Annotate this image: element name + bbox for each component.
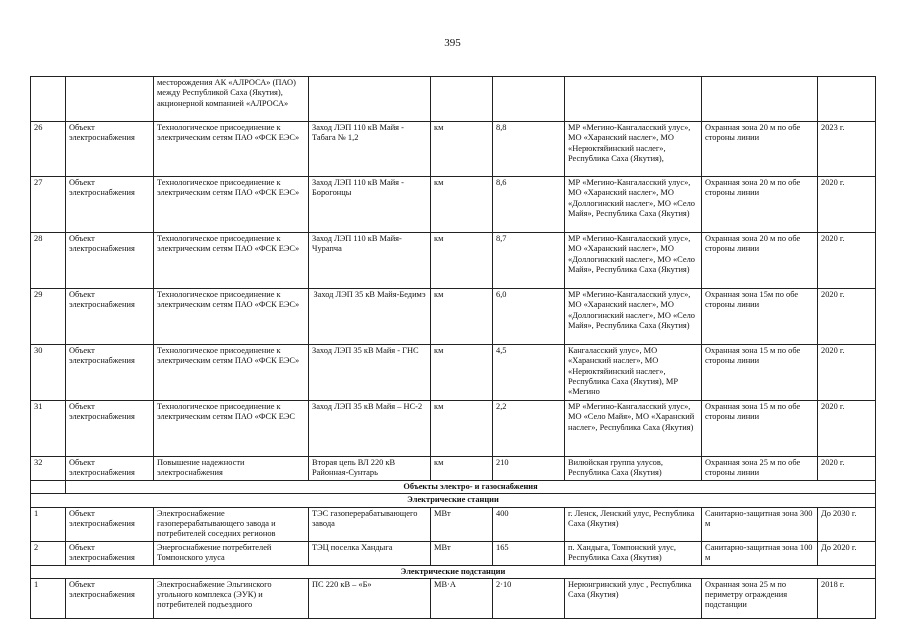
- cell-unit: МВ·А: [431, 578, 493, 618]
- table-row-continuation: [31, 77, 876, 122]
- cell-purpose: Технологическое присоединение к электрическим сетям ПАО «ФСК ЕЭС»: [154, 233, 309, 289]
- cell-type: Объект электроснабжения: [66, 457, 154, 481]
- table-row: [31, 345, 876, 401]
- cell-location: Нерюнгринский улус , Республика Саха (Якутия): [565, 578, 702, 618]
- cell-purpose: Технологическое присоединение к электрическим сетям ПАО «ФСК ЕЭС: [154, 401, 309, 457]
- cell-type: Объект электроснабжения: [66, 345, 154, 401]
- cell-value: 2·10: [493, 578, 565, 618]
- cell-num: 2: [31, 541, 66, 565]
- cell-value: [493, 77, 565, 122]
- cell-unit: км: [431, 122, 493, 177]
- cell-value: 8,6: [493, 177, 565, 233]
- cell-location: МР «Мегино-Кангаласский улус», МО «Харанский наслег», МО «Доллогинский наслег», МО «Село Майя», Республика Саха (Якутия): [565, 177, 702, 233]
- cell-unit: км: [431, 457, 493, 481]
- cell-term: 2020 г.: [818, 289, 876, 345]
- cell-purpose: Энергоснабжение потребителей Томпонского улуса: [154, 541, 309, 565]
- section-row: [31, 481, 876, 494]
- cell-unit: МВт: [431, 507, 493, 541]
- section-heading: Электрические подстанции: [31, 565, 876, 578]
- section-heading: Объекты электро- и газоснабжения: [66, 481, 876, 494]
- cell-type: Объект электроснабжения: [66, 177, 154, 233]
- page-number: 395: [444, 37, 461, 49]
- cell-term: 2020 г.: [818, 177, 876, 233]
- table-row: [31, 541, 876, 565]
- cell-term: 2018 г.: [818, 578, 876, 618]
- cell-location: Вилюйская группа улусов, Республика Саха (Якутия): [565, 457, 702, 481]
- cell-name: Заход ЛЭП 110 кВ Майя - Борогонцы: [309, 177, 431, 233]
- cell-type: Объект электроснабжения: [66, 541, 154, 565]
- document-table: [30, 76, 876, 619]
- cell-type: Объект электроснабжения: [66, 233, 154, 289]
- cell-num: 30: [31, 345, 66, 401]
- cell-type: Объект электроснабжения: [66, 578, 154, 618]
- cell-value: 400: [493, 507, 565, 541]
- cell-zone: Охранная зона 25 м по обе стороны линии: [702, 457, 818, 481]
- cell-zone: Санитарно-защитная зона 300 м: [702, 507, 818, 541]
- cell-name: Заход ЛЭП 35 кВ Майя-Бедимэ: [309, 289, 431, 345]
- cell-purpose: Повышение надежности электроснабжения: [154, 457, 309, 481]
- cell-name: ПС 220 кВ – «Б»: [309, 578, 431, 618]
- cell-name: Вторая цепь ВЛ 220 кВ Районная-Сунтарь: [309, 457, 431, 481]
- cell-location: Кангаласский улус», МО «Харанский наслег», МО «Нерюктяйинский наслег», Республика Саха (Якутия), МР «Мегино: [565, 345, 702, 401]
- cell-term: 2020 г.: [818, 345, 876, 401]
- cell-purpose: Технологическое присоединение к электрическим сетям ПАО «ФСК ЕЭС»: [154, 289, 309, 345]
- cell-location: МР «Мегино-Кангаласский улус», МО «Харанский наслег», МО «Нерюктяйинский наслег», Республика Саха (Якутия),: [565, 122, 702, 177]
- cell-term: 2023 г.: [818, 122, 876, 177]
- cell-zone: Охранная зона 15м по обе стороны линии: [702, 289, 818, 345]
- cell-term: До 2020 г.: [818, 541, 876, 565]
- cell-num: 1: [31, 507, 66, 541]
- cell-purpose: Технологическое присоединение к электрическим сетям ПАО «ФСК ЕЭС»: [154, 177, 309, 233]
- cell-name: Заход ЛЭП 35 кВ Майя – НС-2: [309, 401, 431, 457]
- cell-location: п. Хандыга, Томпонский улус, Республика Саха (Якутия): [565, 541, 702, 565]
- cell-num: 27: [31, 177, 66, 233]
- cell-location: МР «Мегино-Кангаласский улус», МО «Село Майя», МО «Харанский наслег», Республика Саха (Якутия): [565, 401, 702, 457]
- cell-num: 26: [31, 122, 66, 177]
- cell-purpose: Электроснабжение Эльгинского угольного комплекса (ЭУК) и потребителей подъездного: [154, 578, 309, 618]
- cell-type: Объект электроснабжения: [66, 289, 154, 345]
- cell-num: 1: [31, 578, 66, 618]
- cell-zone: Охранная зона 20 м по обе стороны линии: [702, 122, 818, 177]
- table-row: [31, 401, 876, 457]
- cell-num: 32: [31, 457, 66, 481]
- cell-unit: км: [431, 177, 493, 233]
- section-row: [31, 494, 876, 507]
- cell-name: ТЭС газоперерабатывающего завода: [309, 507, 431, 541]
- cell-zone: Охранная зона 20 м по обе стороны линии: [702, 177, 818, 233]
- cell-zone: Санитарно-защитная зона 100 м: [702, 541, 818, 565]
- cell-purpose: Технологическое присоединение к электрическим сетям ПАО «ФСК ЕЭС»: [154, 345, 309, 401]
- cell-type: [66, 77, 154, 122]
- table-row: [31, 233, 876, 289]
- cell-purpose: месторождения АК «АЛРОСА» (ПАО) между Республикой Саха (Якутия), акционерной компанией «АЛРОСА»: [154, 77, 309, 122]
- cell-term: 2020 г.: [818, 233, 876, 289]
- section-heading: Электрические станции: [31, 494, 876, 507]
- cell-name: ТЭЦ поселка Хандыга: [309, 541, 431, 565]
- cell-name: Заход ЛЭП 35 кВ Майя - ГНС: [309, 345, 431, 401]
- cell-term: 2020 г.: [818, 457, 876, 481]
- cell-location: [565, 77, 702, 122]
- table-row: [31, 122, 876, 177]
- cell-value: 8,7: [493, 233, 565, 289]
- cell-location: МР «Мегино-Кангаласский улус», МО «Харанский наслег», МО «Доллогинский наслег», МО «Село Майя», Республика Саха (Якутия): [565, 289, 702, 345]
- cell-location: г. Ленск, Ленский улус, Республика Саха (Якутия): [565, 507, 702, 541]
- table-row: [31, 457, 876, 481]
- cell-unit: км: [431, 233, 493, 289]
- cell-purpose: Электроснабжение газоперерабатывающего завода и потребителей соседних регионов: [154, 507, 309, 541]
- cell-zone: Охранная зона 25 м по периметру ограждения подстанции: [702, 578, 818, 618]
- section-row: [31, 565, 876, 578]
- cell-term: До 2030 г.: [818, 507, 876, 541]
- cell-zone: [702, 77, 818, 122]
- cell-num: [31, 77, 66, 122]
- table-row: [31, 578, 876, 618]
- cell-zone: Охранная зона 15 м по обе стороны линии: [702, 401, 818, 457]
- cell-term: [818, 77, 876, 122]
- cell-name: Заход ЛЭП 110 кВ Майя-Чурапча: [309, 233, 431, 289]
- table-row: [31, 177, 876, 233]
- cell-value: 6,0: [493, 289, 565, 345]
- cell-value: 8,8: [493, 122, 565, 177]
- table-row: [31, 289, 876, 345]
- cell-value: 4,5: [493, 345, 565, 401]
- cell-unit: км: [431, 345, 493, 401]
- cell-value: 210: [493, 457, 565, 481]
- cell-num: 28: [31, 233, 66, 289]
- cell-name: [309, 77, 431, 122]
- cell-unit: км: [431, 401, 493, 457]
- cell-zone: Охранная зона 20 м по обе стороны линии: [702, 233, 818, 289]
- cell-purpose: Технологическое присоединение к электрическим сетям ПАО «ФСК ЕЭС»: [154, 122, 309, 177]
- cell-term: 2020 г.: [818, 401, 876, 457]
- cell-num: [31, 481, 66, 494]
- cell-value: 2,2: [493, 401, 565, 457]
- cell-location: МР «Мегино-Кангаласский улус», МО «Харанский наслег», МО «Доллогинский наслег», МО «Село Майя», Республика Саха (Якутия): [565, 233, 702, 289]
- cell-value: 165: [493, 541, 565, 565]
- cell-unit: км: [431, 289, 493, 345]
- cell-zone: Охранная зона 15 м по обе стороны линии: [702, 345, 818, 401]
- cell-type: Объект электроснабжения: [66, 507, 154, 541]
- cell-unit: [431, 77, 493, 122]
- cell-type: Объект электроснабжения: [66, 401, 154, 457]
- cell-name: Заход ЛЭП 110 кВ Майя - Табага № 1,2: [309, 122, 431, 177]
- cell-type: Объект электроснабжения: [66, 122, 154, 177]
- table-row: [31, 507, 876, 541]
- cell-num: 29: [31, 289, 66, 345]
- cell-num: 31: [31, 401, 66, 457]
- cell-unit: МВт: [431, 541, 493, 565]
